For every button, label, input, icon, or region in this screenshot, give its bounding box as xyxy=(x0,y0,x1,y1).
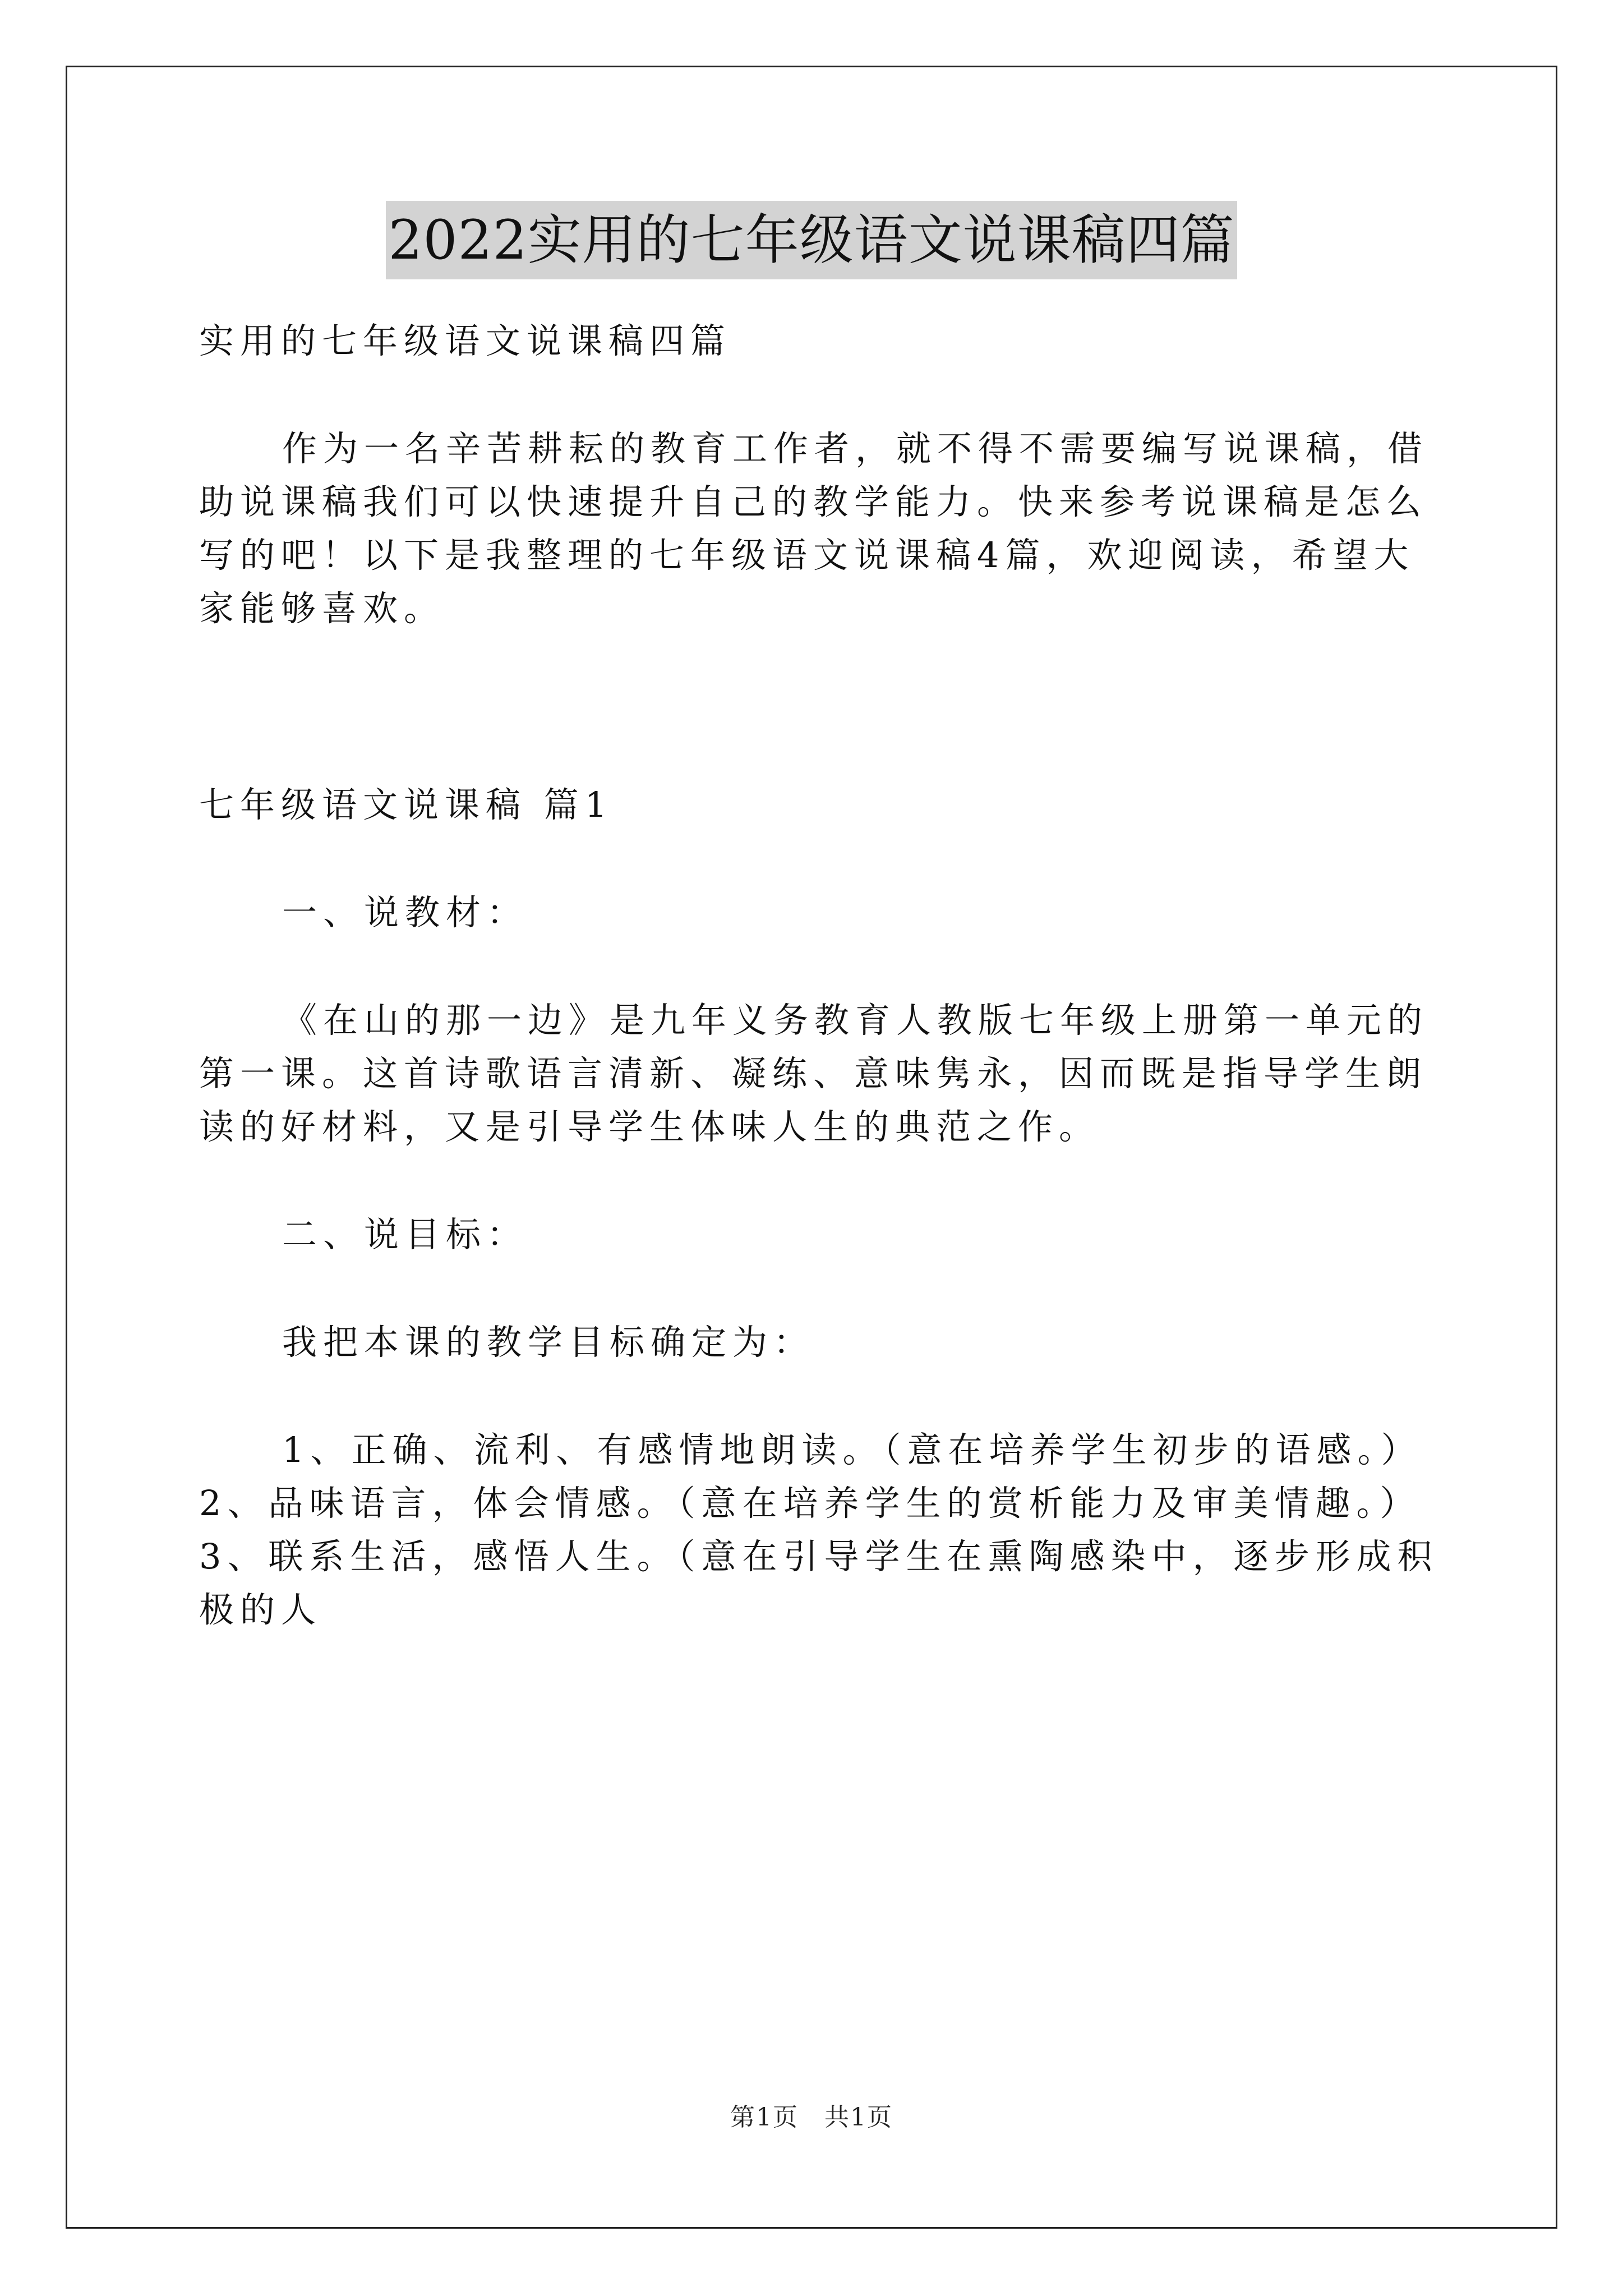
page-footer: 第1页 共1页 xyxy=(730,2103,893,2132)
intro-paragraph: 作为一名辛苦耕耘的教育工作者，就不得不需要编写说课稿，借助说课稿我们可以快速提升自己的教学能力。快来参考说课稿是怎么写的吧！以下是我整理的七年级语文说课稿4篇，欢迎阅读，希望大家能够喜欢。 xyxy=(199,428,1429,629)
document-title: 2022实用的七年级语文说课稿四篇 xyxy=(386,201,1237,279)
part2-goals: 1、正确、流利、有感情地朗读。（意在培养学生初步的语感。）2、品味语言，体会情感。（意在培养学生的赏析能力及审美情趣。）3、联系生活，感悟人生。（意在引导学生在熏陶感染中，逐步形成积极的人 xyxy=(199,1429,1438,1630)
document-body xyxy=(199,314,1438,1636)
part1-heading: 一、说教材： xyxy=(282,892,528,933)
section-heading: 七年级语文说课稿 篇1 xyxy=(199,784,614,825)
document-subtitle: 实用的七年级语文说课稿四篇 xyxy=(199,320,732,361)
title-wrap xyxy=(0,201,1623,279)
part1-paragraph: 《在山的那一边》是九年义务教育人教版七年级上册第一单元的第一课。这首诗歌语言清新、凝练、意味隽永，因而既是指导学生朗读的好材料，又是引导学生体味人生的典范之作。 xyxy=(199,1000,1429,1147)
part2-intro: 我把本课的教学目标确定为： xyxy=(282,1322,815,1363)
part2-heading: 二、说目标： xyxy=(282,1214,528,1255)
